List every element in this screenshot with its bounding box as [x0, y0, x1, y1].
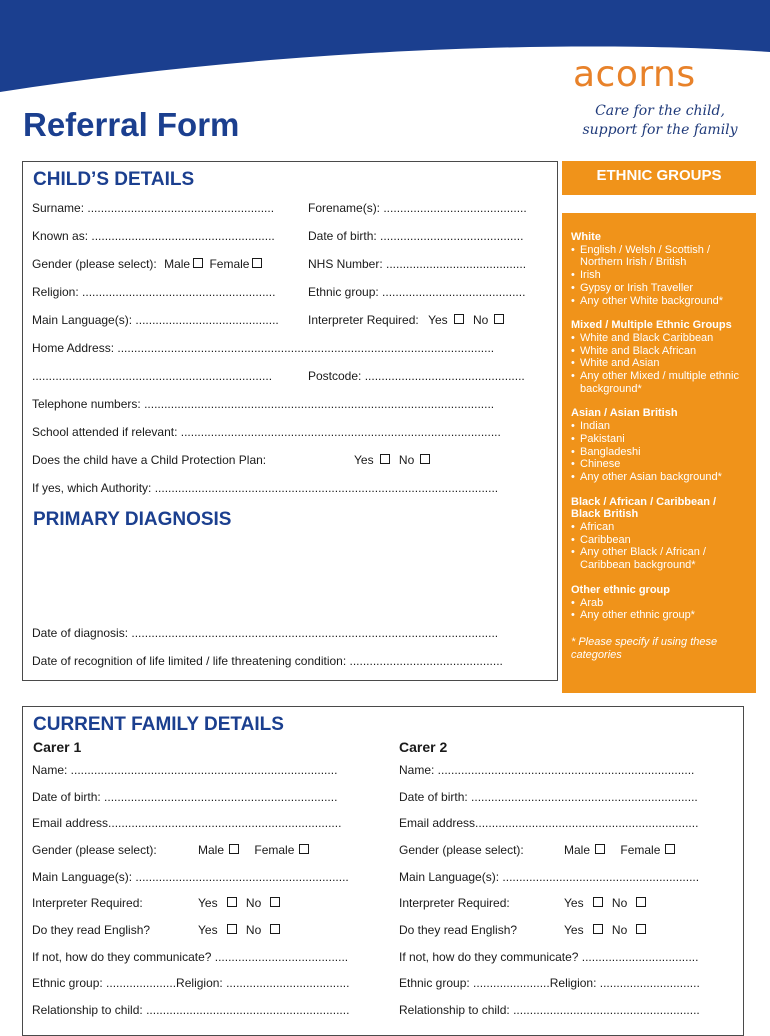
- list-item: • African: [571, 521, 748, 534]
- logo-wordmark: acorns: [573, 54, 696, 95]
- carer-2-relationship-field[interactable]: Relationship to child: ........................................................: [399, 1003, 700, 1017]
- list-item: • Gypsy or Irish Traveller: [571, 282, 748, 295]
- forename-field[interactable]: Forename(s): ...........................................: [308, 201, 527, 215]
- yes-label: Yes: [198, 923, 218, 937]
- carer-2-read-english-options: [564, 923, 649, 937]
- ethnic-groups-note: * Please specify if using these categories: [571, 635, 718, 661]
- list-item: • Arab: [571, 597, 748, 610]
- page-title: Referral Form: [23, 106, 240, 143]
- list-item: • English / Welsh / Scottish / Northern Irish / British: [571, 244, 748, 269]
- carer-1-male-checkbox[interactable]: [229, 844, 239, 854]
- no-label: No: [245, 923, 262, 937]
- list-item: • Chinese: [571, 458, 748, 471]
- ethnic-group-other: [571, 584, 748, 622]
- carer-1-read-english-label: Do they read English?: [32, 923, 151, 937]
- carer-2-dob-field[interactable]: Date of birth: ....................................................................: [399, 790, 698, 804]
- carer-1-female-checkbox[interactable]: [299, 844, 309, 854]
- yes-label: Yes: [198, 896, 218, 910]
- female-label: Female: [254, 843, 295, 857]
- surname-field[interactable]: Surname: ........................................................: [32, 201, 275, 215]
- home-address-field[interactable]: Home Address: .................................................................................................................: [32, 341, 495, 355]
- carer-1-communicate-field[interactable]: If not, how do they communicate? ........................................: [32, 950, 349, 964]
- male-label: Male: [198, 843, 225, 857]
- interpreter-row: [308, 313, 507, 327]
- carer-2-gender-label: Gender (please select):: [399, 843, 524, 857]
- no-label: No: [245, 896, 262, 910]
- acorns-logo: [566, 54, 746, 144]
- cpp-options: [354, 453, 433, 467]
- carer-1-gender-label: Gender (please select):: [32, 843, 157, 857]
- list-item: • White and Black African: [571, 345, 748, 358]
- carer-1-interpreter-label: Interpreter Required:: [32, 896, 143, 910]
- female-label: Female: [209, 257, 250, 271]
- carer-1-gender-options: [198, 843, 312, 857]
- list-item: • Any other Mixed / multiple ethnic background*: [571, 370, 748, 395]
- authority-field[interactable]: If yes, which Authority: .......................................................................................................: [32, 481, 499, 495]
- ethnic-groups-heading: ETHNIC GROUPS: [562, 161, 756, 195]
- child-gender-row: [32, 257, 265, 271]
- nhs-number-field[interactable]: NHS Number: ..........................................: [308, 257, 527, 271]
- family-details-section: [22, 706, 744, 1036]
- yes-label: Yes: [564, 923, 584, 937]
- yes-label: Yes: [428, 313, 448, 327]
- ethnic-group-title: Other ethnic group: [571, 583, 670, 596]
- date-of-recognition-field[interactable]: Date of recognition of life limited / life threatening condition: ..............................................: [32, 654, 503, 668]
- religion-field[interactable]: Religion: ..........................................................: [32, 285, 276, 299]
- address-line-2-field[interactable]: ........................................................................: [32, 369, 273, 383]
- carer-2-language-field[interactable]: Main Language(s): ...........................................................: [399, 870, 700, 884]
- male-label: Male: [564, 843, 591, 857]
- carer-1-interpreter-no-checkbox[interactable]: [270, 897, 280, 907]
- male-label: Male: [164, 257, 191, 271]
- list-item: • Any other ethnic group*: [571, 609, 748, 622]
- known-as-field[interactable]: Known as: .......................................................: [32, 229, 275, 243]
- ethnic-group-title: White: [571, 231, 601, 243]
- school-field[interactable]: School attended if relevant: ................................................................................................: [32, 425, 501, 439]
- ethnic-group-white: [571, 231, 748, 307]
- ethnic-group-field[interactable]: Ethnic group: ...........................................: [308, 285, 526, 299]
- carer-2-ethnic-religion-field[interactable]: Ethnic group: .......................Religion: ..............................: [399, 976, 700, 990]
- no-label: No: [611, 896, 628, 910]
- carer-2-english-no-checkbox[interactable]: [636, 924, 646, 934]
- list-item: • Irish: [571, 269, 748, 282]
- carer-1-read-english-options: [198, 923, 283, 937]
- date-of-diagnosis-field[interactable]: Date of diagnosis: ..............................................................................................................: [32, 626, 499, 640]
- carer-2-interpreter-label: Interpreter Required:: [399, 896, 510, 910]
- carer-2-male-checkbox[interactable]: [595, 844, 605, 854]
- carer-2-name-field[interactable]: Name: .............................................................................: [399, 763, 695, 777]
- logo-tagline: Care for the child, support for the family: [582, 103, 738, 138]
- childs-details-heading: CHILD’S DETAILS: [33, 169, 195, 190]
- male-checkbox[interactable]: [193, 258, 203, 268]
- carer-1-interpreter-options: [198, 896, 283, 910]
- list-item: • Caribbean: [571, 534, 748, 547]
- carer-2-interpreter-no-checkbox[interactable]: [636, 897, 646, 907]
- list-item: • Pakistani: [571, 433, 748, 446]
- list-item: • Any other Asian background*: [571, 471, 748, 484]
- carer-1-title: Carer 1: [33, 739, 82, 755]
- carer-2-title: Carer 2: [399, 739, 448, 755]
- ethnic-group-title: Mixed / Multiple Ethnic Groups: [571, 319, 732, 332]
- no-label: No: [611, 923, 628, 937]
- carer-1-english-yes-checkbox[interactable]: [227, 924, 237, 934]
- female-checkbox[interactable]: [252, 258, 262, 268]
- ethnic-group-black: [571, 496, 748, 572]
- interpreter-yes-checkbox[interactable]: [454, 314, 464, 324]
- cpp-label: Does the child have a Child Protection Plan:: [32, 453, 267, 467]
- carer-1-english-no-checkbox[interactable]: [270, 924, 280, 934]
- carer-1-email-field[interactable]: Email address......................................................................: [32, 816, 342, 830]
- interpreter-no-checkbox[interactable]: [494, 314, 504, 324]
- carer-1-interpreter-yes-checkbox[interactable]: [227, 897, 237, 907]
- list-item: • Any other White background*: [571, 295, 748, 308]
- yes-label: Yes: [354, 453, 374, 467]
- no-label: No: [398, 453, 415, 467]
- female-label: Female: [620, 843, 661, 857]
- list-item: • Bangladeshi: [571, 446, 748, 459]
- carer-1-dob-field[interactable]: Date of birth: ......................................................................: [32, 790, 338, 804]
- list-item: • Indian: [571, 420, 748, 433]
- childs-details-section: [22, 161, 558, 681]
- carer-2-read-english-label: Do they read English?: [399, 923, 518, 937]
- telephone-field[interactable]: Telephone numbers: .........................................................................................................: [32, 397, 495, 411]
- carer-2-communicate-field[interactable]: If not, how do they communicate? ...................................: [399, 950, 699, 964]
- carer-2-female-checkbox[interactable]: [665, 844, 675, 854]
- carer-1-ethnic-religion-field[interactable]: Ethnic group: .....................Religion: .....................................: [32, 976, 350, 990]
- primary-diagnosis-heading: PRIMARY DIAGNOSIS: [33, 509, 232, 530]
- main-language-field[interactable]: Main Language(s): ...........................................: [32, 313, 279, 327]
- list-item: • White and Asian: [571, 357, 748, 370]
- carer-1-relationship-field[interactable]: Relationship to child: .............................................................: [32, 1003, 350, 1017]
- ethnic-group-mixed: [571, 319, 748, 395]
- gender-label: Gender (please select):: [32, 257, 157, 271]
- child-dob-field[interactable]: Date of birth: ...........................................: [308, 229, 524, 243]
- postcode-field[interactable]: Postcode: ................................................: [308, 369, 525, 383]
- carer-1-language-field[interactable]: Main Language(s): ................................................................: [32, 870, 349, 884]
- list-item: • White and Black Caribbean: [571, 332, 748, 345]
- interpreter-label: Interpreter Required:: [308, 313, 419, 327]
- ethnic-group-title: Asian / Asian British: [571, 407, 678, 420]
- family-details-heading: CURRENT FAMILY DETAILS: [33, 714, 284, 735]
- carer-2-interpreter-options: [564, 896, 649, 910]
- yes-label: Yes: [564, 896, 584, 910]
- ethnic-group-asian: [571, 407, 748, 483]
- list-item: • Any other Black / African / Caribbean background*: [571, 546, 748, 571]
- no-label: No: [473, 313, 489, 327]
- cpp-no-checkbox[interactable]: [420, 454, 430, 464]
- carer-2-english-yes-checkbox[interactable]: [593, 924, 603, 934]
- carer-2-email-field[interactable]: Email address...................................................................: [399, 816, 699, 830]
- cpp-yes-checkbox[interactable]: [380, 454, 390, 464]
- carer-2-interpreter-yes-checkbox[interactable]: [593, 897, 603, 907]
- ethnic-group-title: Black / African / Caribbean / Black British: [571, 495, 717, 521]
- ethnic-groups-panel: [562, 213, 756, 693]
- carer-1-name-field[interactable]: Name: ................................................................................: [32, 763, 338, 777]
- carer-2-gender-options: [564, 843, 678, 857]
